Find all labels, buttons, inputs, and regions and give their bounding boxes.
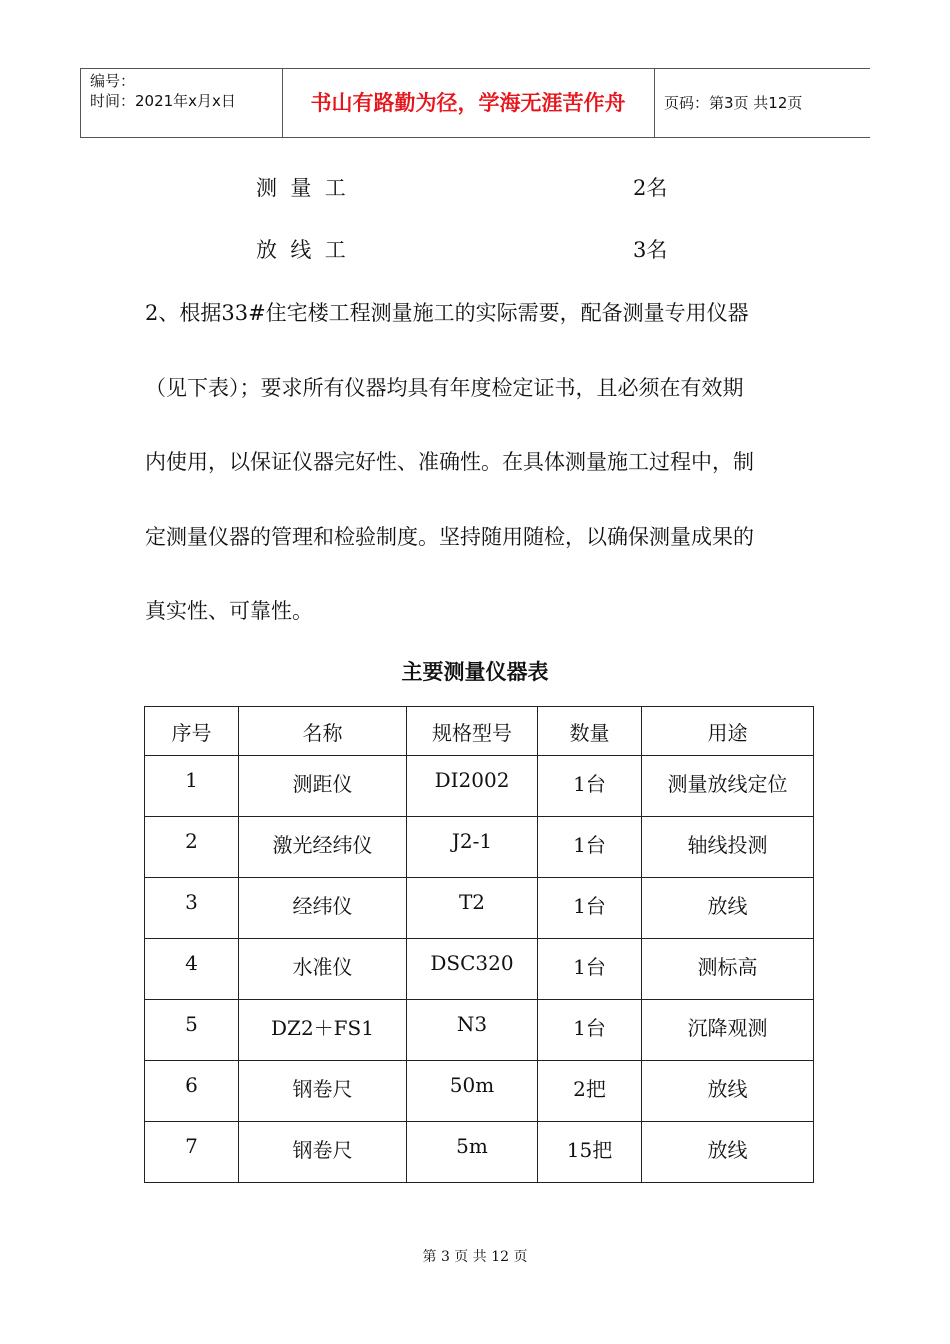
cell-index: 2: [145, 817, 239, 878]
cell-quantity: 2把: [538, 1061, 642, 1122]
cell-name: 激光经纬仪: [239, 817, 407, 878]
column-header: 序号: [145, 707, 239, 756]
table-row: [145, 878, 814, 939]
cell-model: 5m: [407, 1122, 538, 1183]
cell-name: DZ2＋FS1: [239, 1000, 407, 1061]
cell-model: DI2002: [407, 756, 538, 817]
cell-name: 经纬仪: [239, 878, 407, 939]
table-row: [145, 939, 814, 1000]
cell-name: 钢卷尺: [239, 1061, 407, 1122]
cell-quantity: 1台: [538, 939, 642, 1000]
cell-quantity: 15把: [538, 1122, 642, 1183]
cell-purpose: 沉降观测: [642, 1000, 814, 1061]
cell-model: T2: [407, 878, 538, 939]
paragraph-line: 内使用，以保证仪器完好性、准确性。在具体测量施工过程中，制: [145, 450, 754, 474]
header-motto: 书山有路勤为径，学海无涯苦作舟: [310, 91, 626, 115]
cell-model: 50m: [407, 1061, 538, 1122]
cell-purpose: 放线: [642, 1122, 814, 1183]
table-row: [145, 1122, 814, 1183]
column-header: 数量: [538, 707, 642, 756]
header-page-info: 页码：第3页 共12页: [664, 94, 803, 112]
paragraph-line: 真实性、可靠性。: [145, 599, 313, 623]
table-row: [145, 1000, 814, 1061]
paragraph-line: （见下表）；要求所有仪器均具有年度检定证书，且必须在有效期: [145, 376, 744, 400]
cell-quantity: 1台: [538, 756, 642, 817]
paragraph-line: 2、根据33#住宅楼工程测量施工的实际需要，配备测量专用仪器: [145, 301, 749, 325]
header-divider: [80, 69, 81, 137]
cell-purpose: 测标高: [642, 939, 814, 1000]
cell-model: DSC320: [407, 939, 538, 1000]
table-row: [145, 817, 814, 878]
cell-index: 4: [145, 939, 239, 1000]
table-row: [145, 756, 814, 817]
cell-name: 测距仪: [239, 756, 407, 817]
column-header: 名称: [239, 707, 407, 756]
cell-index: 5: [145, 1000, 239, 1061]
cell-purpose: 测量放线定位: [642, 756, 814, 817]
cell-purpose: 放线: [642, 878, 814, 939]
document-header: [80, 68, 870, 138]
staff-count: 3名: [633, 238, 668, 262]
table-header-row: [145, 707, 814, 756]
cell-purpose: 放线: [642, 1061, 814, 1122]
cell-index: 7: [145, 1122, 239, 1183]
cell-quantity: 1台: [538, 1000, 642, 1061]
cell-quantity: 1台: [538, 817, 642, 878]
column-header: 用途: [642, 707, 814, 756]
document-date: 时间：2021年x月x日: [90, 92, 236, 110]
cell-index: 3: [145, 878, 239, 939]
cell-index: 1: [145, 756, 239, 817]
cell-model: N3: [407, 1000, 538, 1061]
table-row: [145, 1061, 814, 1122]
instrument-table: [144, 706, 814, 1183]
table-title: 主要测量仪器表: [401, 660, 549, 684]
cell-model: J2-1: [407, 817, 538, 878]
staff-role: 测 量 工: [256, 176, 346, 200]
header-meta: [90, 71, 236, 111]
cell-quantity: 1台: [538, 878, 642, 939]
staff-role: 放 线 工: [256, 238, 346, 262]
cell-name: 钢卷尺: [239, 1122, 407, 1183]
cell-name: 水准仪: [239, 939, 407, 1000]
cell-index: 6: [145, 1061, 239, 1122]
paragraph-line: 定测量仪器的管理和检验制度。坚持随用随检，以确保测量成果的: [145, 525, 754, 549]
document-number-label: 编号：: [90, 72, 136, 90]
cell-purpose: 轴线投测: [642, 817, 814, 878]
column-header: 规格型号: [407, 707, 538, 756]
header-divider: [654, 69, 655, 137]
page-footer: 第 3 页 共 12 页: [422, 1249, 528, 1265]
staff-count: 2名: [633, 176, 668, 200]
